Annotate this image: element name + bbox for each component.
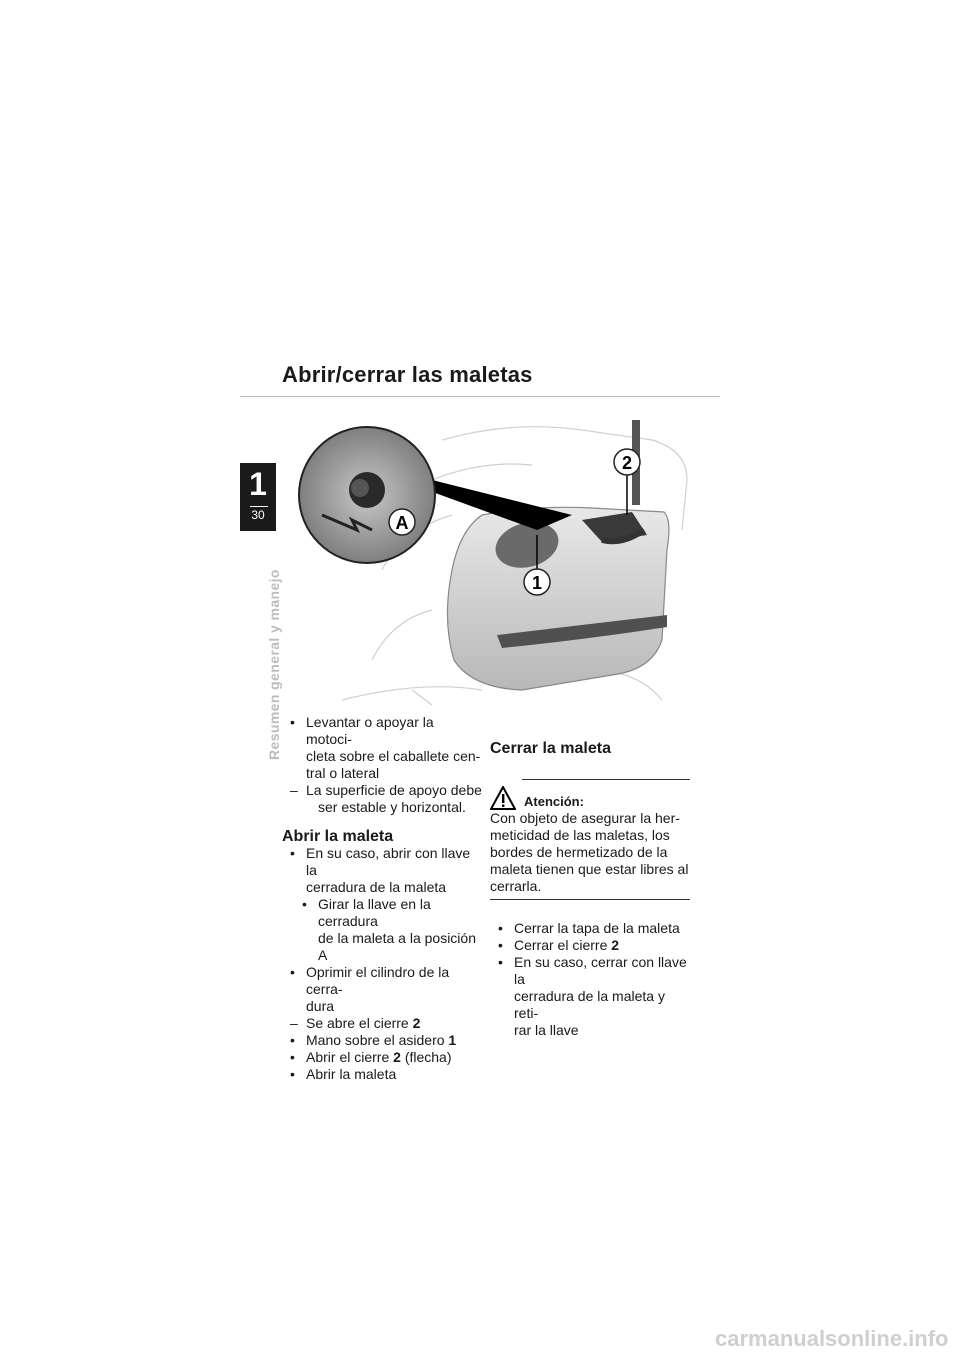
list-item [282, 1015, 482, 1032]
bullet-marker: • [498, 954, 503, 970]
title-rule [240, 396, 720, 397]
dash-marker: – [290, 782, 298, 798]
list-item [282, 799, 482, 816]
list-item-text: En su caso, abrir con llave la [306, 845, 471, 878]
chapter-divider [250, 506, 268, 507]
list-item-text: Girar la llave en la cerradura [318, 896, 431, 929]
list-item [282, 1049, 482, 1066]
list-item-text: Cerrar la tapa de la maleta [514, 920, 680, 936]
item-reference: 2 [412, 1015, 421, 1031]
list-item-text: rar la llave [514, 1022, 579, 1038]
list-item-text: Mano sobre el asidero [306, 1032, 449, 1048]
page-title: Abrir/cerrar las maletas [282, 362, 533, 387]
attention-line: bordes de hermetizado de la [490, 844, 668, 860]
attention-line: maleta tienen que estar libres al [490, 861, 689, 877]
attention-line: cerrarla. [490, 878, 542, 894]
right-column [490, 740, 690, 1039]
list-item-text: cerradura de la maleta y reti- [514, 988, 665, 1021]
bullet-marker: • [290, 1066, 295, 1082]
list-item-text: cleta sobre el caballete cen- [306, 748, 481, 764]
item-suffix: (flecha) [400, 1049, 452, 1065]
list-item [282, 964, 482, 998]
warning-icon [490, 786, 516, 810]
list-item [490, 1022, 690, 1039]
list-item [282, 930, 482, 964]
list-item [282, 1032, 482, 1049]
item-reference: 2 [393, 1049, 401, 1065]
list-item-text: Levantar o apoyar la motoci- [306, 714, 434, 747]
chapter-number: 1 [249, 466, 267, 502]
attention-rule-bottom [490, 899, 690, 900]
list-item-text: Oprimir el cilindro de la cerra- [306, 964, 450, 997]
bullet-marker: • [290, 845, 295, 861]
list-item [282, 765, 482, 782]
list-item-text: cerradura de la maleta [306, 879, 447, 895]
callout-a: A [395, 513, 409, 533]
attention-rule-top [522, 779, 690, 780]
bullet-marker: • [498, 937, 503, 953]
list-item [490, 988, 690, 1022]
bullet-marker: • [302, 896, 307, 912]
bullet-marker: • [290, 714, 295, 730]
open-steps-list [282, 845, 482, 1083]
pannier-illustration [282, 420, 692, 710]
list-item [282, 896, 482, 930]
close-heading: Cerrar la maleta [490, 740, 611, 757]
dash-marker: – [290, 1015, 298, 1031]
list-item [282, 714, 482, 748]
bullet-marker: • [290, 1049, 295, 1065]
list-item-text: Cerrar el cierre [514, 937, 612, 953]
bullet-marker: • [290, 1032, 295, 1048]
item-reference: 2 [611, 937, 620, 953]
bullet-marker: • [290, 964, 295, 980]
list-item [282, 748, 482, 765]
page-number: 30 [251, 508, 265, 522]
left-column [282, 714, 482, 1083]
list-item [282, 879, 482, 896]
callout-2: 2 [621, 453, 633, 473]
intro-list [282, 714, 482, 816]
list-item-text: La superficie de apoyo debe [306, 782, 482, 798]
list-item [282, 998, 482, 1015]
list-item-text: ser estable y horizontal. [318, 799, 466, 815]
list-item-text: tral o lateral [306, 765, 380, 781]
item-reference: 1 [448, 1032, 457, 1048]
open-heading: Abrir la maleta [282, 828, 394, 845]
watermark: carmanualsonline.info [715, 1326, 949, 1351]
list-item [282, 845, 482, 879]
list-item [490, 920, 690, 937]
callout-1: 1 [531, 573, 543, 593]
list-item [282, 1066, 482, 1083]
attention-line: meticidad de las maletas, los [490, 827, 670, 843]
list-item [490, 954, 690, 988]
list-item-text: de la maleta a la posición A [318, 930, 476, 963]
close-steps-list [490, 920, 690, 1039]
attention-label: Atención: [524, 794, 584, 809]
list-item [282, 782, 482, 799]
attention-text [490, 810, 690, 895]
list-item-text: Abrir el cierre [306, 1049, 394, 1065]
list-item-text: Abrir la maleta [306, 1066, 397, 1082]
list-item-text: En su caso, cerrar con llave la [514, 954, 687, 987]
list-item-text: Se abre el cierre [306, 1015, 413, 1031]
bullet-marker: • [498, 920, 503, 936]
list-item-text: dura [306, 998, 335, 1014]
side-label: Resumen general y manejo [266, 569, 282, 760]
list-item [490, 937, 690, 954]
attention-line: Con objeto de asegurar la her- [490, 810, 680, 826]
attention-header [490, 786, 690, 810]
